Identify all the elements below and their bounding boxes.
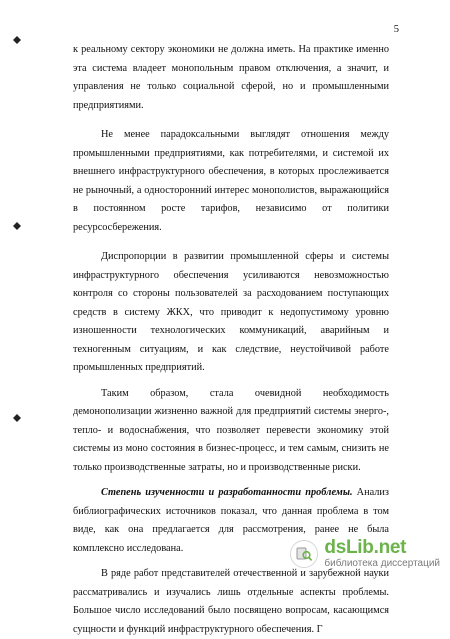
margin-mark-icon (13, 414, 21, 422)
watermark (290, 538, 440, 569)
book-search-icon (290, 540, 318, 568)
paragraph: Не менее парадоксальными выглядят отношения между промышленными предприятиями, как потребителями, и системой их внешнего инфраструктурного обеспечения, в которых прослеживается не рыночный, а односторонний интерес монополистов, выражающийся в постоянном росте тарифов, независимо от политики ресурсосбережения. (73, 129, 389, 233)
margin-mark-icon (13, 222, 21, 230)
degree-text: Анализ библиографических источников показал, что данная проблема в том виде, как она предлагается для рассмотрения, ранее не была комплексно исследована. (73, 487, 390, 554)
page-number: 5 (393, 24, 399, 35)
paragraph: к реальному сектору экономики не должна иметь. На практике именно эта система владеет монопольным правом отключения, а значит, и управления не только социальной сферой, но и промышленными предприятиями. (73, 44, 389, 111)
paragraph: Диспропорции в развитии промышленной сферы и системы инфраструктурного обеспечения усиливаются невозможностью контроля со стороны пользователей за расходованием поступающих средств в систему ЖКХ, что приводит к недопустимому уровню изношенности технологических коммуникаций, аварийным и техногенным ситуациям, и как следствие, неустойчивой работе промышленных предприятий. (73, 251, 389, 373)
paragraph: Таким образом, стала очевидной необходимость демонополизации жизненно важной для предприятий системы энерго-, тепло- и водоснабжения, что позволяет перевести экономику этой системы из моно состояния в бизнес-процесс, и тем самым, снизить не только производственные затраты, но и производственные риски. (73, 387, 389, 473)
paragraph: В ряде работ представителей отечественной и зарубежной науки рассматривались и изучались лишь отдельные аспекты проблемы. Большое число исследований было посвящено вопросам, касающимся сущности и функций инфраструктурного обеспечения. Г (73, 568, 389, 635)
degree-heading: Степень изученности и разработанности проблемы. (101, 487, 353, 498)
margin-mark-icon (13, 36, 21, 44)
watermark-subtitle: библиотека диссертаций (324, 558, 440, 569)
watermark-logo: dsLib.net (324, 537, 407, 558)
